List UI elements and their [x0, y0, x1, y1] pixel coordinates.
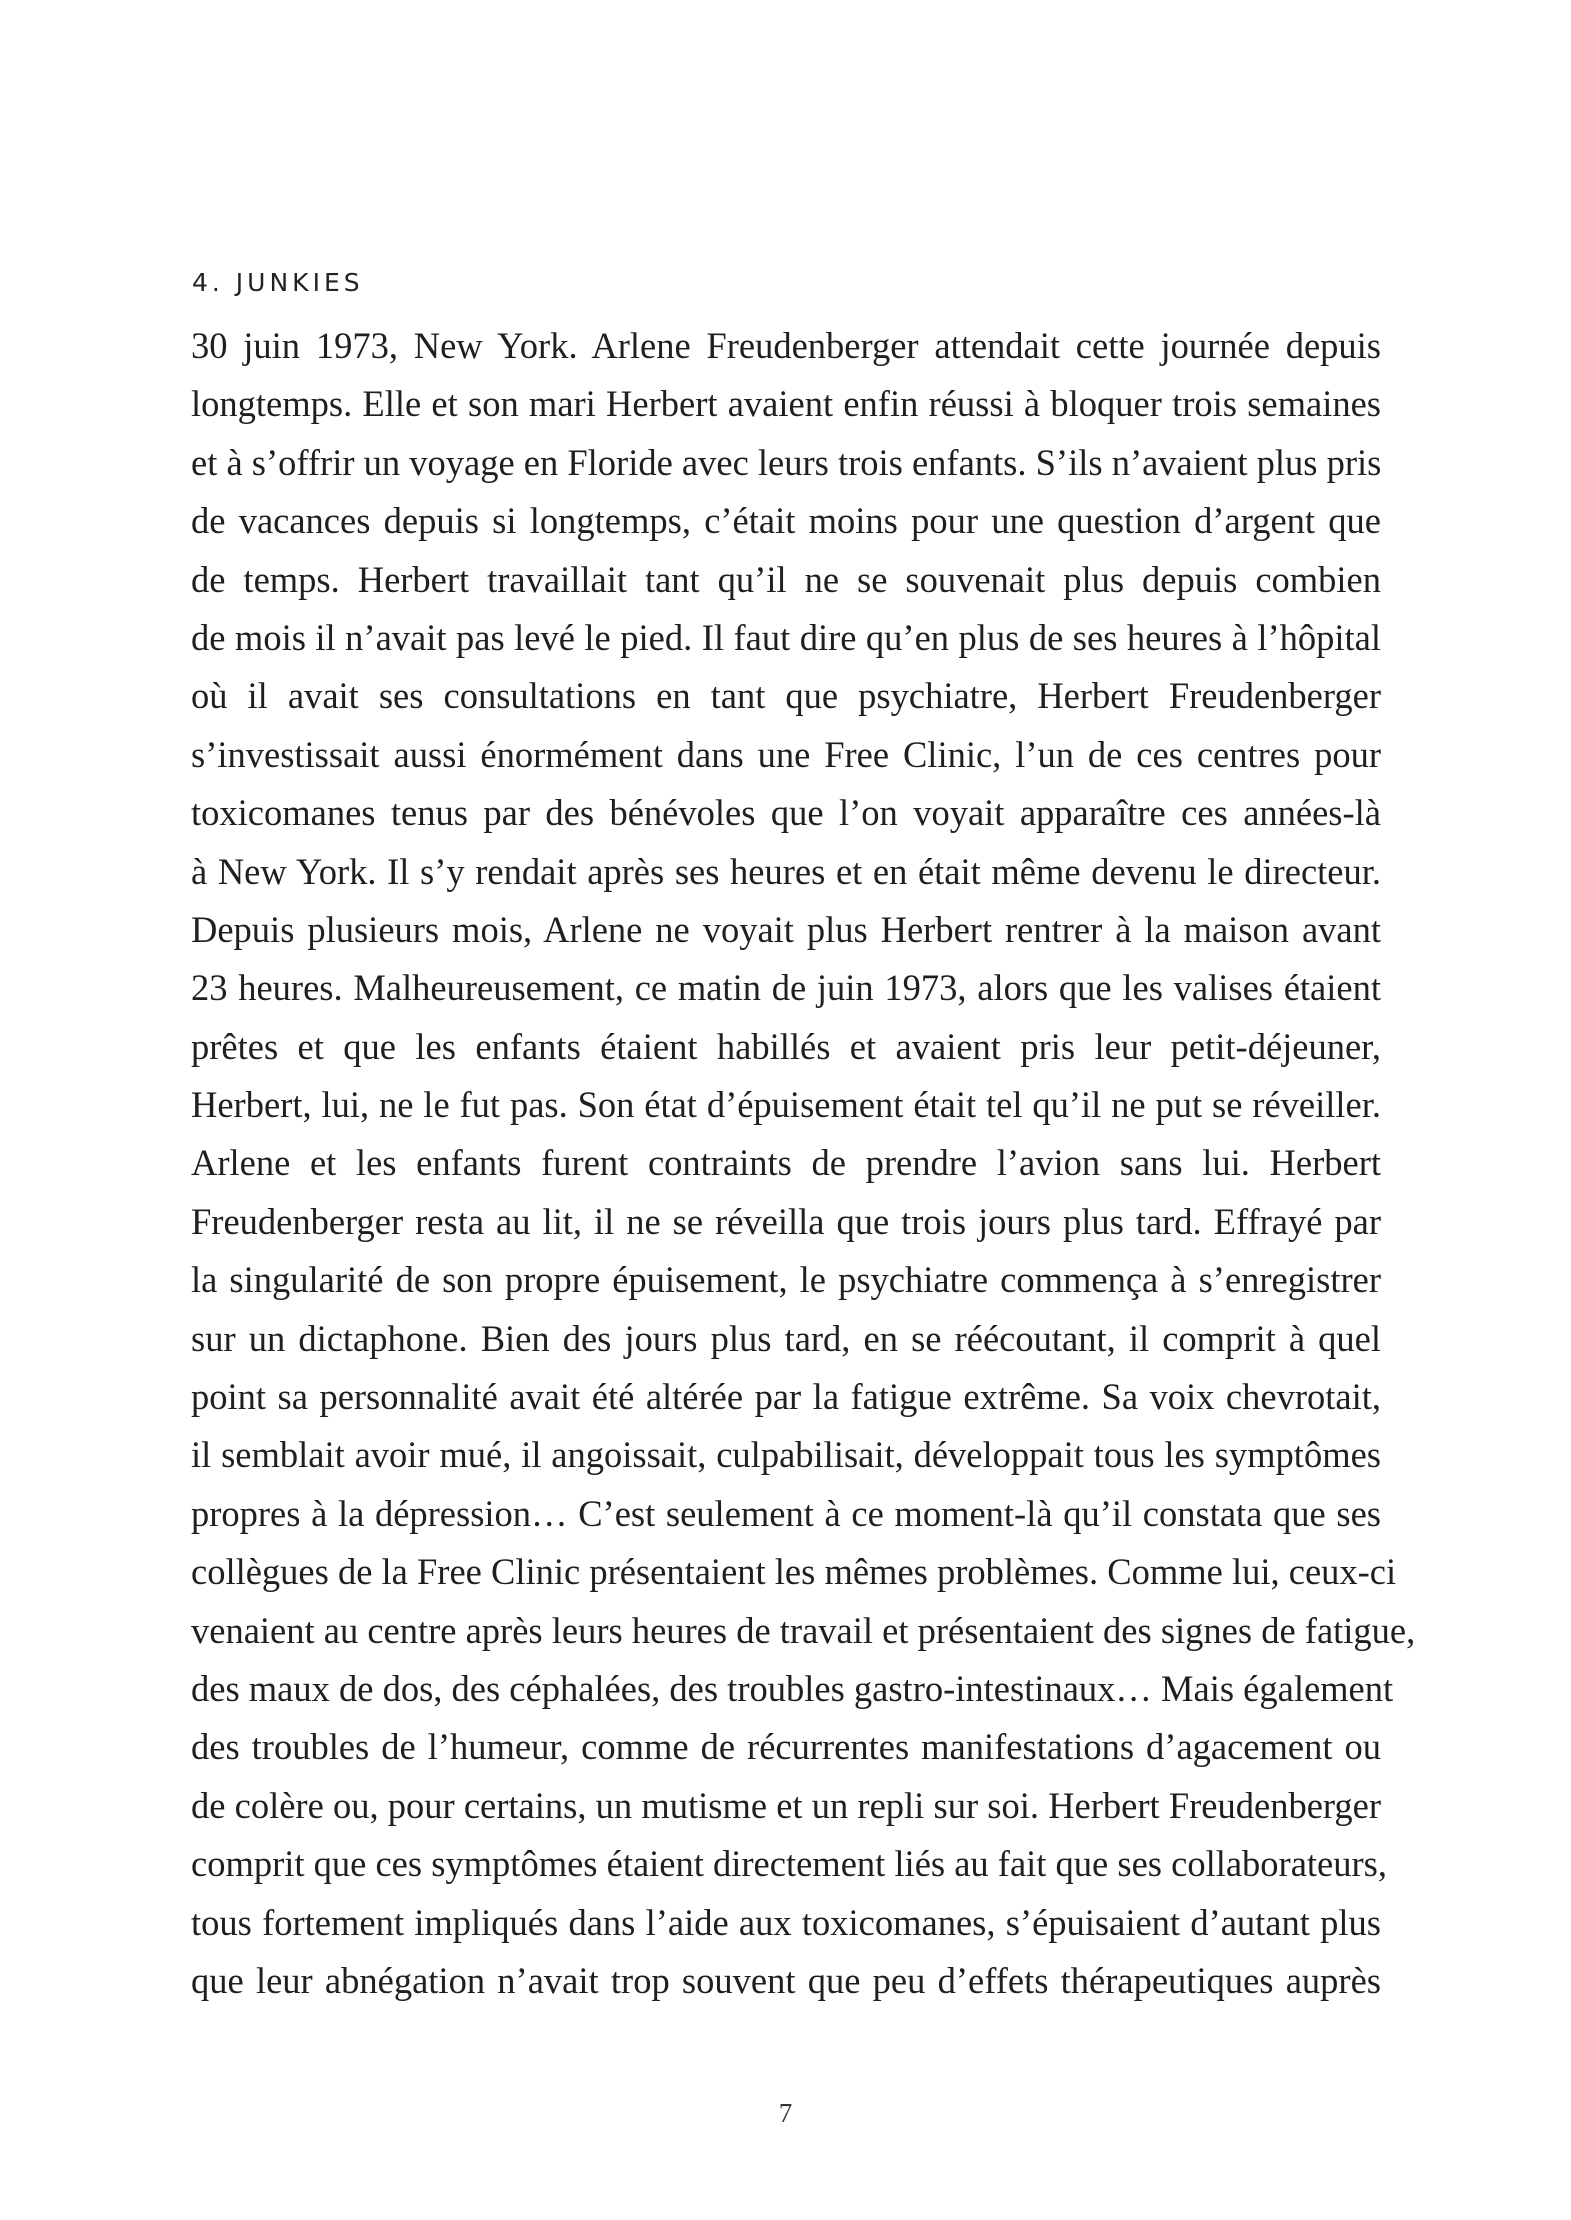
text-line: s’investissait aussi énormément dans une Free Clinic, l’un de ces centres pour — [191, 733, 1381, 775]
text-line: Freudenberger resta au lit, il ne se réveilla que trois jours plus tard. Effrayé par — [191, 1200, 1381, 1242]
text-line: prêtes et que les enfants étaient habillés et avaient pris leur petit-déjeuner, — [191, 1025, 1381, 1067]
text-line: collègues de la Free Clinic présentaient les mêmes problèmes. Comme lui, ceux-ci — [191, 1551, 1397, 1593]
text-line: où il avait ses consultations en tant que psychiatre, Herbert Freudenberger — [191, 675, 1381, 717]
text-line: de vacances depuis si longtemps, c’était moins pour une question d’argent que — [191, 500, 1381, 542]
text-line: il semblait avoir mué, il angoissait, culpabilisait, développait tous les symptômes — [191, 1434, 1381, 1476]
text-line: sur un dictaphone. Bien des jours plus tard, en se réécoutant, il comprit à quel — [191, 1317, 1381, 1359]
text-line: de mois il n’avait pas levé le pied. Il faut dire qu’en plus de ses heures à l’hôpital — [191, 616, 1381, 658]
text-line: que leur abnégation n’avait trop souvent que peu d’effets thérapeutiques auprès — [191, 1959, 1381, 2001]
text-line: longtemps. Elle et son mari Herbert avaient enfin réussi à bloquer trois semaines — [191, 383, 1381, 425]
chapter-heading: 4. JUNKIES — [192, 268, 364, 297]
text-line: Arlene et les enfants furent contraints de prendre l’avion sans lui. Herbert — [191, 1142, 1381, 1184]
text-line: venaient au centre après leurs heures de travail et présentaient des signes de fatigue, — [191, 1609, 1416, 1651]
text-line: de temps. Herbert travaillait tant qu’il ne se souvenait plus depuis combien — [191, 558, 1381, 600]
body-paragraph — [191, 317, 1416, 2010]
text-line: comprit que ces symptômes étaient directement liés au fait que ses collaborateurs, — [191, 1843, 1387, 1885]
text-line: propres à la dépression… C’est seulement à ce moment-là qu’il constata que ses — [191, 1492, 1381, 1534]
text-line: toxicomanes tenus par des bénévoles que l’on voyait apparaître ces années-là — [191, 792, 1381, 834]
page-number: 7 — [778, 2098, 793, 2128]
text-line: 30 juin 1973, New York. Arlene Freudenberger attendait cette journée depuis — [191, 325, 1381, 366]
text-line: à New York. Il s’y rendait après ses heures et en était même devenu le directeur. — [191, 850, 1381, 892]
text-line: point sa personnalité avait été altérée par la fatigue extrême. Sa voix chevrotait, — [191, 1376, 1381, 1418]
text-line: des troubles de l’humeur, comme de récurrentes manifestations d’agacement ou — [191, 1726, 1381, 1768]
text-line: des maux de dos, des céphalées, des troubles gastro-intestinaux… Mais également — [191, 1667, 1394, 1709]
text-line: tous fortement impliqués dans l’aide aux toxicomanes, s’épuisaient d’autant plus — [191, 1901, 1381, 1943]
text-line: et à s’offrir un voyage en Floride avec leurs trois enfants. S’ils n’avaient plus pris — [191, 441, 1382, 483]
text-line: la singularité de son propre épuisement, le psychiatre commença à s’enregistrer — [191, 1259, 1381, 1301]
text-line: Herbert, lui, ne le fut pas. Son état d’épuisement était tel qu’il ne put se réveiller. — [191, 1084, 1381, 1126]
text-line: 23 heures. Malheureusement, ce matin de juin 1973, alors que les valises étaient — [191, 967, 1381, 1009]
text-line: Depuis plusieurs mois, Arlene ne voyait plus Herbert rentrer à la maison avant — [191, 908, 1381, 950]
text-line: de colère ou, pour certains, un mutisme et un repli sur soi. Herbert Freudenberger — [191, 1784, 1381, 1826]
